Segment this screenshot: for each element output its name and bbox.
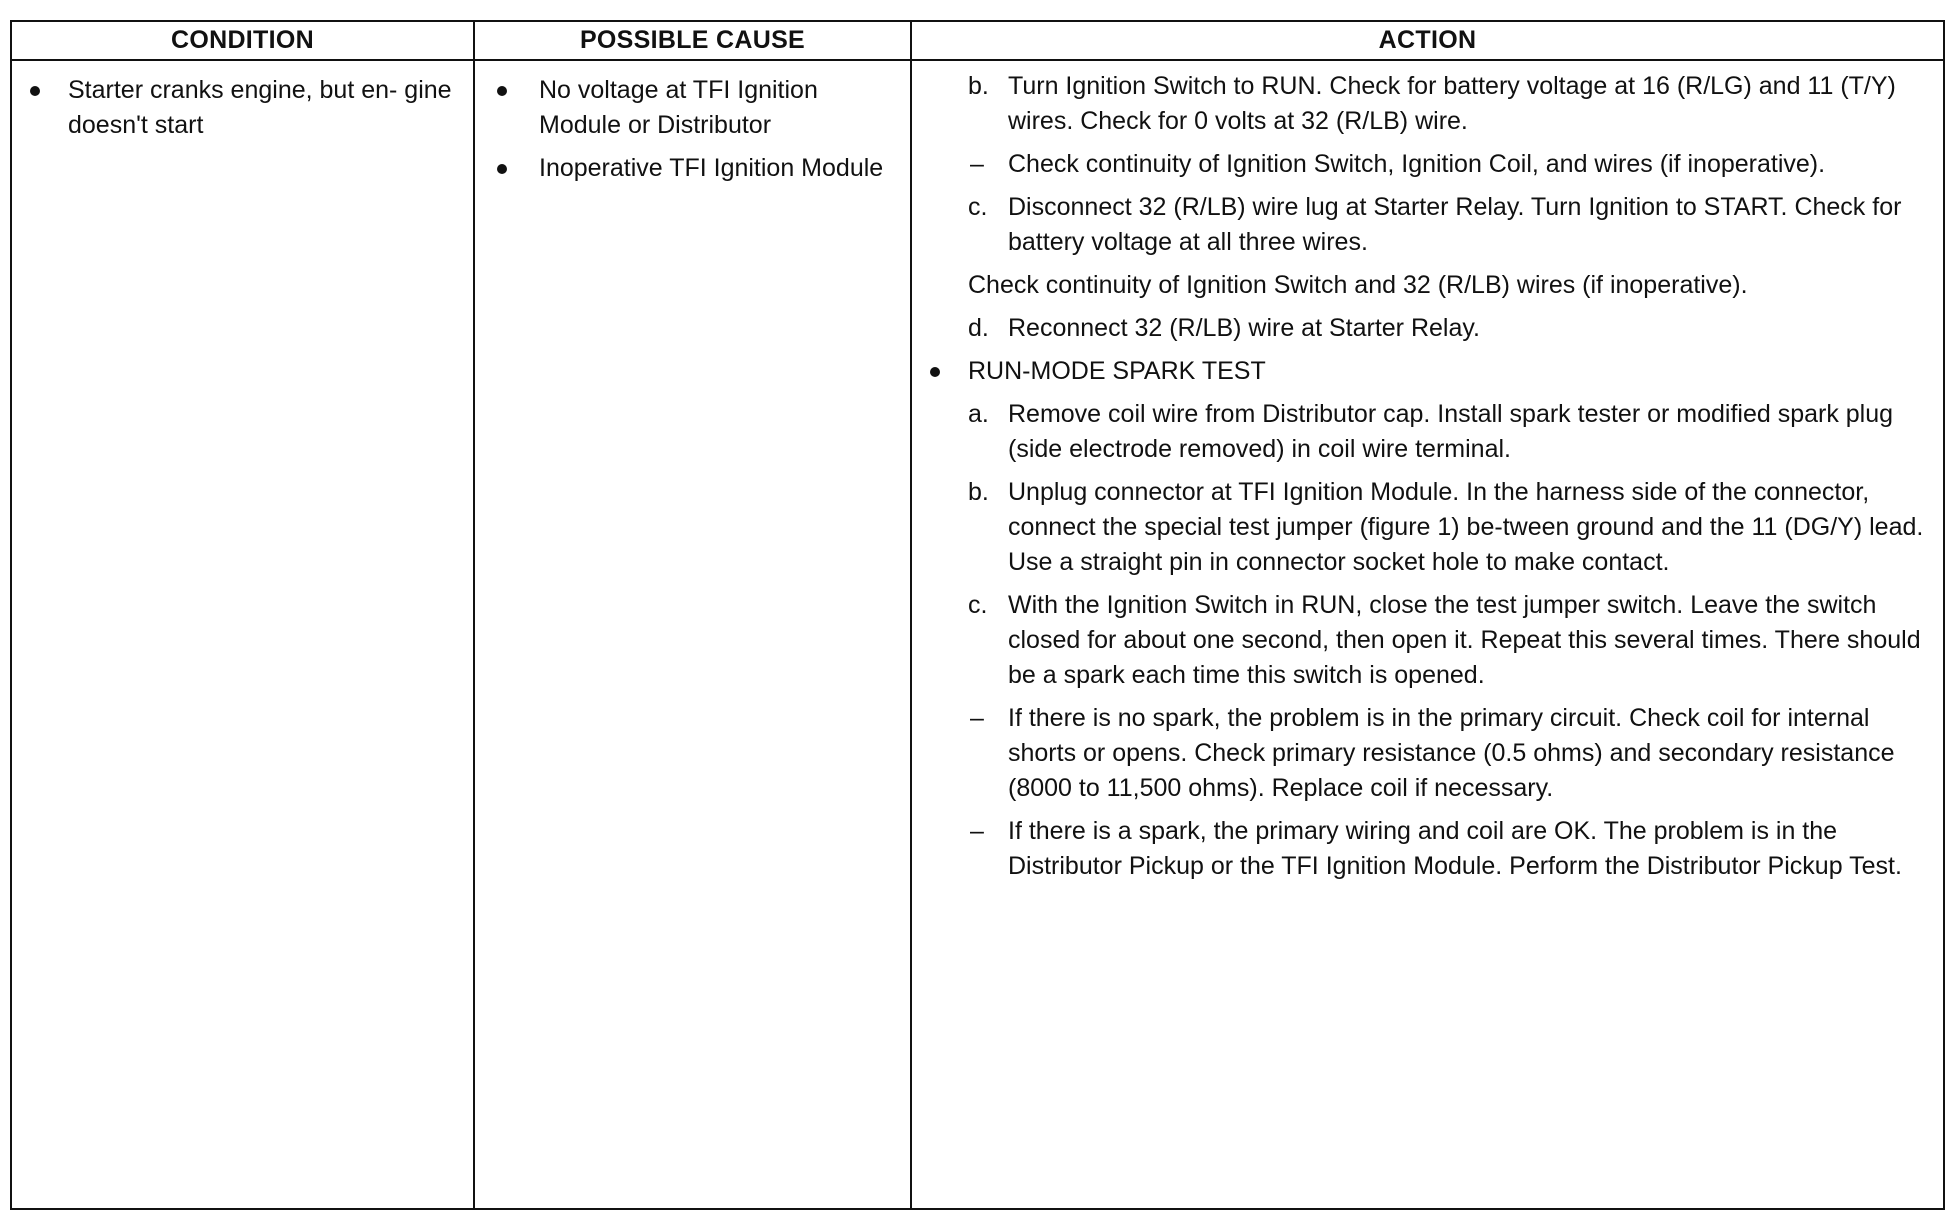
step-text: Check continuity of Ignition Switch and 32 (R/LB) wires (if inoperative). (968, 271, 1748, 299)
cause-header: POSSIBLE CAUSE (475, 22, 910, 61)
step-text: If there is no spark, the problem is in the primary circuit. Check coil for internal shorts or opens. Check primary resistance (0.5 ohms) and secondary resistance (8000 to 11,500 ohms). Replace coil if necessary. (1008, 704, 1895, 802)
dash-marker: – (970, 704, 984, 732)
action-step (912, 814, 1943, 884)
condition-cell (12, 61, 473, 143)
bullet-icon (30, 86, 40, 96)
cause-text: Inoperative TFI Ignition Module (539, 154, 884, 182)
action-step (912, 311, 1943, 346)
step-text: Remove coil wire from Distributor cap. Install spark tester or modified spark plug (side electrode removed) in coil wire terminal. (1008, 400, 1894, 463)
step-marker: c. (968, 193, 988, 221)
action-step (912, 475, 1943, 580)
action-step (912, 69, 1943, 139)
action-step (912, 397, 1943, 467)
action-step (912, 268, 1943, 303)
step-marker: d. (968, 314, 989, 342)
cause-item (475, 73, 910, 143)
troubleshooting-table (10, 20, 1945, 1210)
step-marker: c. (968, 591, 988, 619)
step-text: Disconnect 32 (R/LB) wire lug at Starter Relay. Turn Ignition to START. Check for battery voltage at all three wires. (1008, 193, 1902, 256)
action-step (912, 147, 1943, 182)
step-text: Unplug connector at TFI Ignition Module. In the harness side of the connector, connect the special test jumper (figure 1) be-tween ground and the 11 (DG/Y) lead. Use a straight pin in connector socket hole to make contact. (1008, 478, 1924, 576)
dash-marker: – (970, 817, 984, 845)
step-marker: b. (968, 72, 989, 100)
action-step (912, 701, 1943, 806)
step-marker: b. (968, 478, 989, 506)
cause-cell (475, 61, 910, 186)
action-step (912, 190, 1943, 260)
action-cell (912, 61, 1943, 884)
dash-marker: – (970, 150, 984, 178)
section-title: RUN-MODE SPARK TEST (968, 357, 1266, 385)
bullet-icon (497, 86, 507, 96)
bullet-icon (930, 367, 940, 377)
action-column (912, 22, 1943, 1208)
action-section-heading (912, 354, 1943, 389)
step-text: With the Ignition Switch in RUN, close the test jumper switch. Leave the switch closed for about one second, then open it. Repeat this several times. There should be a spark each time this switch is opened. (1008, 591, 1921, 689)
condition-column (12, 22, 475, 1208)
action-step (912, 588, 1943, 693)
condition-item (12, 73, 473, 143)
step-text: Reconnect 32 (R/LB) wire at Starter Relay. (1008, 314, 1480, 342)
step-marker: a. (968, 400, 989, 428)
action-header: ACTION (912, 22, 1943, 61)
cause-item (475, 151, 910, 186)
condition-header: CONDITION (12, 22, 473, 61)
condition-text: Starter cranks engine, but en- gine doesn't start (68, 76, 452, 139)
bullet-icon (497, 164, 507, 174)
step-text: Turn Ignition Switch to RUN. Check for battery voltage at 16 (R/LG) and 11 (T/Y) wires. Check for 0 volts at 32 (R/LB) wire. (1008, 72, 1896, 135)
cause-column (475, 22, 912, 1208)
step-text: If there is a spark, the primary wiring and coil are OK. The problem is in the Distributor Pickup or the TFI Ignition Module. Perform the Distributor Pickup Test. (1008, 817, 1902, 880)
step-text: Check continuity of Ignition Switch, Ignition Coil, and wires (if inoperative). (1008, 150, 1826, 178)
cause-text: No voltage at TFI Ignition Module or Distributor (539, 76, 818, 139)
